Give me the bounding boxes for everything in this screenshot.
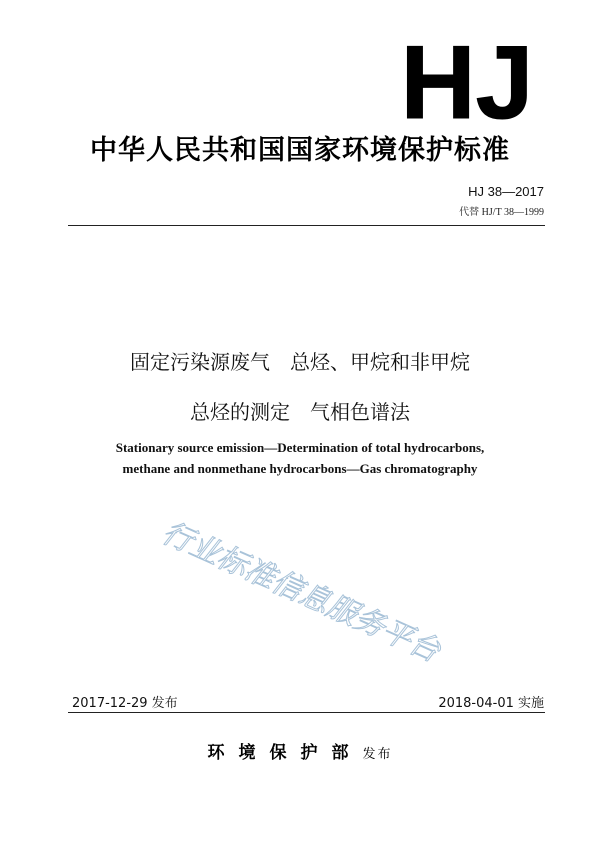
footer-divider bbox=[68, 712, 545, 713]
title-en-line1: Stationary source emission—Determination of total hydrocarbons, bbox=[115, 440, 485, 455]
publisher-row bbox=[0, 738, 600, 763]
issue-date: 2017-12-29 发布 bbox=[72, 696, 178, 711]
title-cn-line1: 固定污染源废气 总烃、甲烷和非甲烷 bbox=[130, 350, 470, 374]
organization-title: 中华人民共和国国家环境保护标准 bbox=[90, 135, 510, 166]
replaces-standard: 代替 HJ/T 38—1999 bbox=[459, 207, 544, 218]
title-cn-line2: 总烃的测定 气相色谱法 bbox=[190, 400, 410, 424]
watermark-text: 行业标准信息服务平台 bbox=[156, 515, 446, 670]
header-divider bbox=[68, 225, 545, 226]
publish-label: 发布 bbox=[362, 747, 393, 762]
standard-number: HJ 38—2017 bbox=[468, 184, 544, 199]
implementation-date: 2018-04-01 实施 bbox=[438, 696, 544, 711]
hj-logo bbox=[400, 30, 535, 126]
hj-logo-text: HJ bbox=[400, 30, 534, 126]
publisher-name: 环境保护部 bbox=[207, 743, 363, 763]
watermark bbox=[150, 510, 490, 670]
title-en-line2: methane and nonmethane hydrocarbons—Gas chromatography bbox=[122, 461, 478, 476]
